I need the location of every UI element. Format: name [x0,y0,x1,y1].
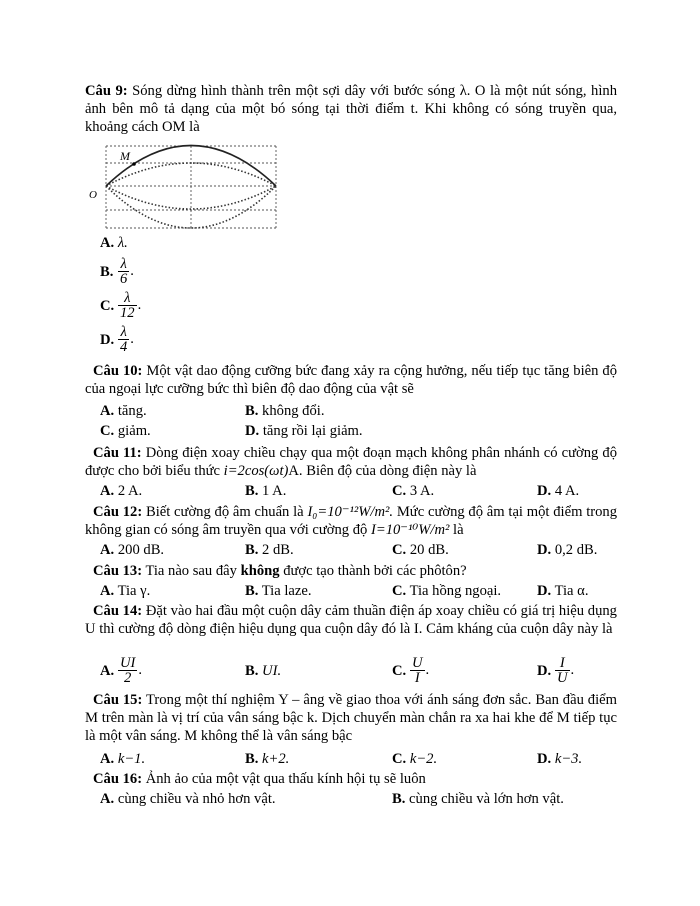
question-16: Câu 16: Ảnh ảo của một vật qua thấu kính hội tụ sẽ luôn [93,771,426,787]
question-15: Câu 15: Trong một thí nghiệm Y – âng về giao thoa với ánh sáng đơn sắc. Ban đầu điểm M trên màn là vị trí của vân sáng bậc k. Dịch chuyển màn chắn ra xa hai khe để M tiếp tục là một vân sáng. M không thể là vân sáng bậc [85,692,617,744]
option-a[interactable]: A. [100,663,115,679]
option-a[interactable]: A. k−1. [100,751,146,767]
option-d[interactable]: D. tăng rồi lại giảm. [245,423,363,439]
option-c[interactable]: C. 3 A. [392,483,435,499]
question-text: Sóng dừng hình thành trên một sợi dây với bước sóng λ. O là một nút sóng, hình ảnh bên mô tả dạng của một bó sóng tại thời điểm t. Khi không có sóng truyền qua, khoảng cách OM là [85,83,617,135]
option-a[interactable]: A. tăng. [100,403,147,419]
option-b[interactable]: B. Tia laze. [245,583,312,599]
options-row: A. $\frac{UI}{2}$ . B. UI. C. $\frac{U}{I}$ . D. $\frac{I}{U}$ . [100,655,575,686]
label-m: M [120,149,130,163]
options-row [100,482,620,502]
option-b[interactable]: B. cùng chiều và lớn hơn vật. [392,791,564,807]
option-b[interactable]: B. k+2. [245,751,290,767]
option-b[interactable]: B. 1 A. [245,483,287,499]
question-9 [85,82,617,136]
question-13: Câu 13: Tia nào sau đây không được tạo thành bởi các phôtôn? [93,563,467,579]
formula: i=2cos(ωt) [223,463,289,479]
option-a[interactable]: A. λ. [100,235,128,251]
wave-dotted-lower [106,186,276,209]
point-m [132,162,136,166]
option-d[interactable]: D. [537,663,552,679]
option-c[interactable]: C. $\frac{\lambda}{12}$ . [100,290,142,321]
question-14: Câu 14: Đặt vào hai đầu một cuộn dây cảm thuần điện áp xoay chiều có giá trị hiệu dụng U thì cường độ dòng điện hiệu dụng qua cuộn dây đó là I. Cảm kháng của cuộn dây này là [85,603,617,637]
question-11: Câu 11: Dòng điện xoay chiều chạy qua một đoạn mạch không phân nhánh có cường độ được cho bởi biểu thức i=2cos(ωt)A. Biên độ của dòng điện này là [85,445,617,479]
option-d[interactable]: D. $\frac{\lambda}{4}$ . [100,324,134,355]
option-c[interactable]: C. [392,663,407,679]
options-row [100,541,620,561]
options-row [100,402,620,422]
option-c[interactable]: C. Tia hồng ngoại. [392,583,502,599]
option-b[interactable]: B. 2 dB. [245,542,294,558]
option-a[interactable]: A. Tia γ. [100,583,151,599]
standing-wave-figure [86,140,282,236]
options-row [100,790,620,810]
options-row [100,422,620,442]
options-row [100,582,620,602]
option-d[interactable]: D. k−3. [537,751,583,767]
option-c[interactable]: C. k−2. [392,751,438,767]
option-d[interactable]: D. 4 A. [537,483,580,499]
options-row [100,750,620,770]
question-10: Câu 10: Một vật dao động cưỡng bức đang xảy ra cộng hưởng, nếu tiếp tục tăng biên độ của ngoại lực cưỡng bức thì biên độ dao động của vật sẽ [85,363,617,397]
option-a[interactable]: A. cùng chiều và nhỏ hơn vật. [100,791,276,807]
question-label: Câu 9: [85,83,128,99]
option-b[interactable]: B. UI. [245,663,282,679]
option-a[interactable]: A. 2 A. [100,483,143,499]
label-o: O [89,189,97,201]
option-d[interactable]: D. 0,2 dB. [537,542,598,558]
option-b[interactable]: B. $\frac{\lambda}{6}$ . [100,256,134,287]
option-c[interactable]: C. 20 dB. [392,542,449,558]
option-b[interactable]: B. không đổi. [245,403,325,419]
option-d[interactable]: D. Tia α. [537,583,589,599]
option-a[interactable]: A. 200 dB. [100,542,165,558]
option-c[interactable]: C. giảm. [100,423,151,439]
question-12: Câu 12: Biết cường độ âm chuẩn là I₀=10⁻¹²W/m². Mức cường độ âm tại một điểm trong không gian có sóng âm truyền qua với cường độ I=10⁻¹⁰W/m² là [85,504,617,538]
